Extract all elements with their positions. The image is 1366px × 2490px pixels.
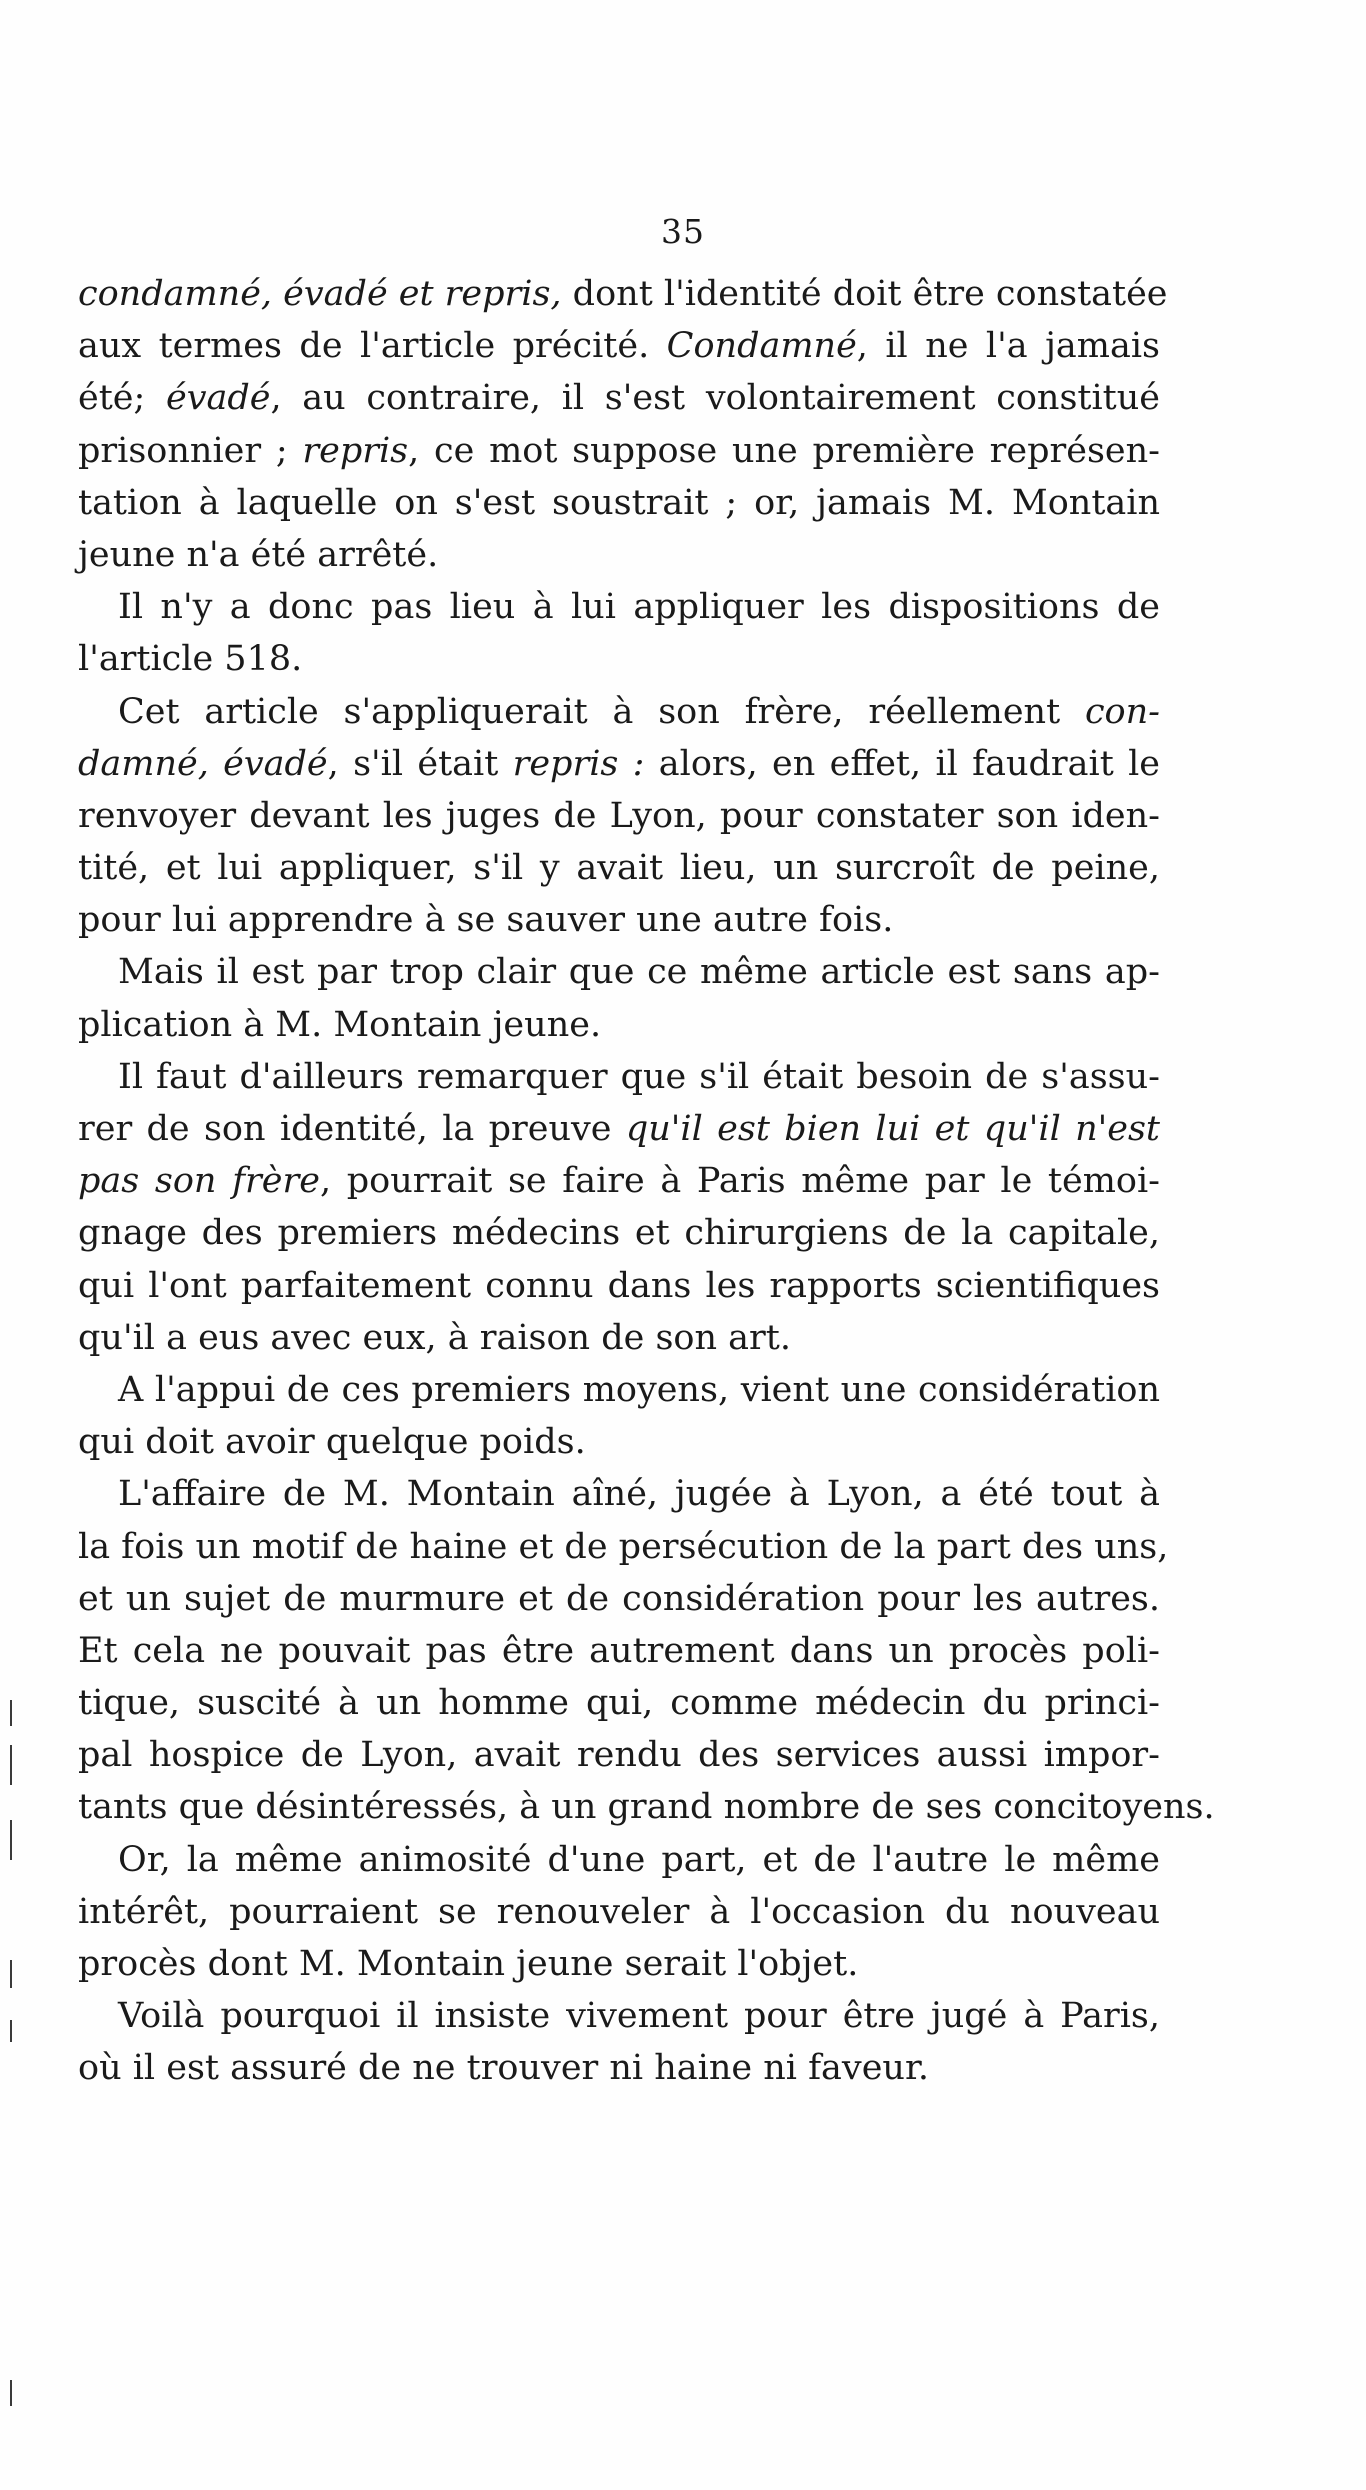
text-line: l'article 518. <box>78 639 303 680</box>
text-line: Cet article s'appliquerait à son frère, réellement con- <box>118 691 1160 732</box>
page-body-text <box>78 268 1215 2095</box>
text-line: damné, évadé, s'il était repris : alors, en effet, il faudrait le <box>78 743 1161 784</box>
text-line: tité, et lui appliquer, s'il y avait lieu, un surcroît de peine, <box>78 848 1160 889</box>
text-line: prisonnier ; repris, ce mot suppose une première représen- <box>78 430 1160 471</box>
text-line: gnage des premiers médecins et chirurgiens de la capitale, <box>78 1213 1160 1254</box>
scan-edge-mark <box>10 2380 12 2406</box>
text-line: Il n'y a donc pas lieu à lui appliquer les dispositions de <box>118 587 1160 628</box>
text-line: pal hospice de Lyon, avait rendu des services aussi impor- <box>78 1735 1160 1776</box>
text-line: jeune n'a été arrêté. <box>78 534 439 575</box>
text-line: Mais il est par trop clair que ce même article est sans ap- <box>118 952 1160 993</box>
text-line: et un sujet de murmure et de considération pour les autres. <box>78 1578 1160 1619</box>
scan-edge-mark <box>10 1960 12 1988</box>
scan-edge-mark <box>10 1700 12 1726</box>
text-line: qui doit avoir quelque poids. <box>78 1422 586 1463</box>
text-line: L'affaire de M. Montain aîné, jugée à Lyon, a été tout à <box>118 1474 1160 1515</box>
text-line: renvoyer devant les juges de Lyon, pour constater son iden- <box>78 795 1160 836</box>
text-line: condamné, évadé et repris, dont l'identité doit être constatée <box>78 274 1168 314</box>
text-line: Et cela ne pouvait pas être autrement dans un procès poli- <box>78 1630 1160 1671</box>
text-line: rer de son identité, la preuve qu'il est bien lui et qu'il n'est <box>78 1109 1160 1149</box>
text-line: où il est assuré de ne trouver ni haine ni faveur. <box>78 2048 929 2089</box>
text-line: qu'il a eus avec eux, à raison de son art. <box>78 1317 791 1358</box>
text-line: procès dont M. Montain jeune serait l'objet. <box>78 1944 859 1984</box>
text-line: tation à laquelle on s'est soustrait ; or, jamais M. Montain <box>78 482 1160 523</box>
text-line: intérêt, pourraient se renouveler à l'occasion du nouveau <box>78 1891 1160 1932</box>
text-line: Or, la même animosité d'une part, et de l'autre le même <box>118 1839 1160 1880</box>
text-line: qui l'ont parfaitement connu dans les rapports scientifiques <box>78 1265 1160 1306</box>
scan-edge-mark <box>10 1745 12 1785</box>
text-line: A l'appui de ces premiers moyens, vient une considération <box>118 1369 1160 1410</box>
scan-edge-mark <box>10 1820 12 1860</box>
scan-edge-mark <box>10 2020 12 2042</box>
text-line: Voilà pourquoi il insiste vivement pour être jugé à Paris, <box>118 1996 1160 2037</box>
text-line: Il faut d'ailleurs remarquer que s'il était besoin de s'assu- <box>118 1056 1160 1097</box>
page-number: 35 <box>661 212 705 251</box>
text-line: pas son frère, pourrait se faire à Paris même par le témoi- <box>78 1161 1160 1202</box>
text-line: la fois un motif de haine et de persécution de la part des uns, <box>78 1526 1169 1567</box>
text-line: aux termes de l'article précité. Condamné, il ne l'a jamais <box>78 326 1160 367</box>
text-line: tants que désintéressés, à un grand nombre de ses concitoyens. <box>78 1787 1215 1828</box>
text-line: plication à M. Montain jeune. <box>78 1004 602 1045</box>
text-line: pour lui apprendre à se sauver une autre fois. <box>78 900 894 941</box>
text-line: été; évadé, au contraire, il s'est volontairement constitué <box>78 378 1160 419</box>
text-line: tique, suscité à un homme qui, comme médecin du princi- <box>78 1683 1160 1724</box>
